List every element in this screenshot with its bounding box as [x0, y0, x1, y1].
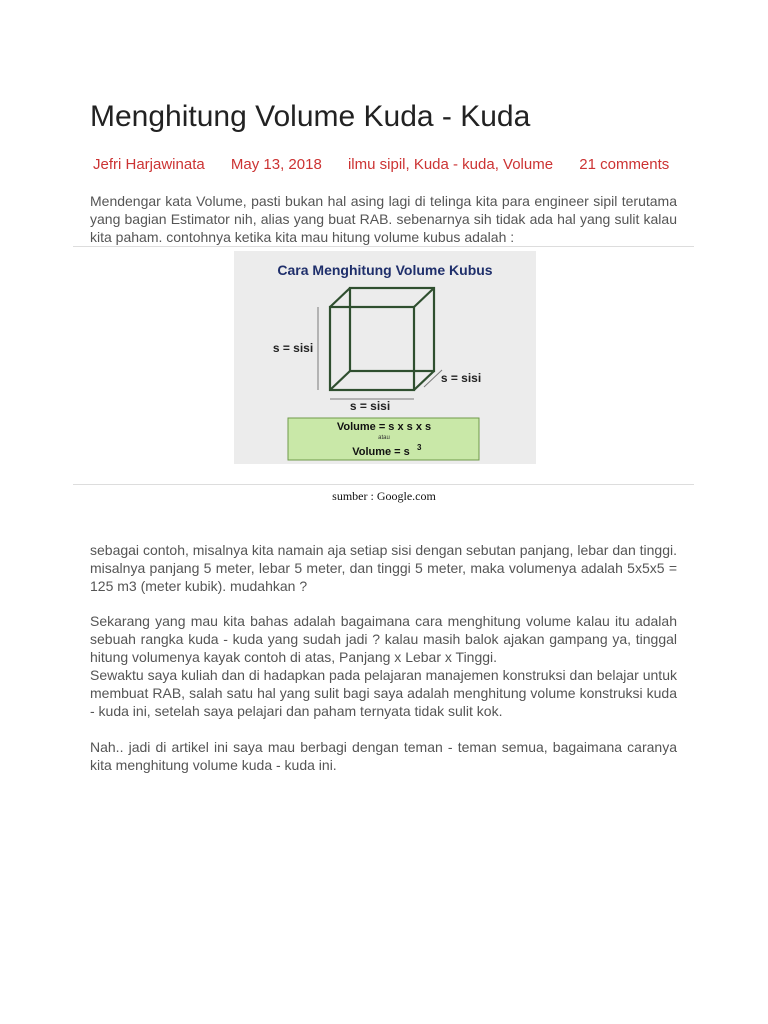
paragraph-topic: Sekarang yang mau kita bahas adalah bagaimana cara menghitung volume kalau itu adalah sebuah rangka kuda - kuda yang sudah jadi ? kalau masih balok ajakan gampang ya, tinggal hitung volumenya kayak contoh di atas, Panjang x Lebar x Tinggi. [90, 613, 677, 665]
post-meta [93, 156, 691, 173]
comments-link[interactable]: 21 comments [579, 156, 670, 173]
paragraph-example: sebagai contoh, misalnya kita namain aja setiap sisi dengan sebutan panjang, lebar dan tinggi. misalnya panjang 5 meter, lebar 5 meter, dan tinggi 5 meter, maka volumenya adalah 5x5x5 = 125 m3 (meter kubik). mudahkan ? [90, 542, 677, 594]
divider-bottom [73, 484, 694, 485]
cube-volume-figure [234, 251, 536, 464]
formula-or: atau [378, 435, 390, 441]
formula-line-2: Volume = s [352, 446, 410, 458]
cube-diagram [234, 251, 536, 464]
formula-line-1: Volume = s x s x s [336, 421, 432, 433]
category-links[interactable]: ilmu sipil, Kuda - kuda, Volume [347, 156, 554, 173]
post-date-link[interactable]: May 13, 2018 [230, 156, 322, 173]
paragraph-experience: Sewaktu saya kuliah dan di hadapkan pada pelajaran manajemen konstruksi dan belajar untuk membuat RAB, salah satu hal yang sulit bagi saya adalah menghitung volume konstruksi kuda - kuda ini, setelah saya pelajari dan paham ternyata tidak sulit kok. [90, 667, 677, 719]
label-bottom: s = sisi [349, 399, 391, 413]
article-title: Menghitung Volume Kuda - Kuda [90, 100, 531, 133]
author-link[interactable]: Jefri Harjawinata [93, 156, 205, 173]
formula-exponent: 3 [417, 443, 422, 452]
divider-top [73, 246, 694, 247]
paragraph-closing: Nah.. jadi di artikel ini saya mau berbagi dengan teman - teman semua, bagaimana caranya kita menghitung volume kuda - kuda ini. [90, 739, 677, 773]
image-caption: sumber : Google.com [332, 489, 436, 503]
figure-heading: Cara Menghitung Volume Kubus [277, 262, 493, 278]
label-left: s = sisi [272, 341, 314, 355]
label-right: s = sisi [440, 371, 482, 385]
cube-drawing [330, 288, 434, 390]
intro-paragraph: Mendengar kata Volume, pasti bukan hal asing lagi di telinga kita para engineer sipil terutama yang bagian Estimator nih, alias yang buat RAB. sebenarnya sih tidak ada hal yang sulit kalau kita paham. contohnya ketika kita mau hitung volume kubus adalah : [90, 193, 677, 245]
